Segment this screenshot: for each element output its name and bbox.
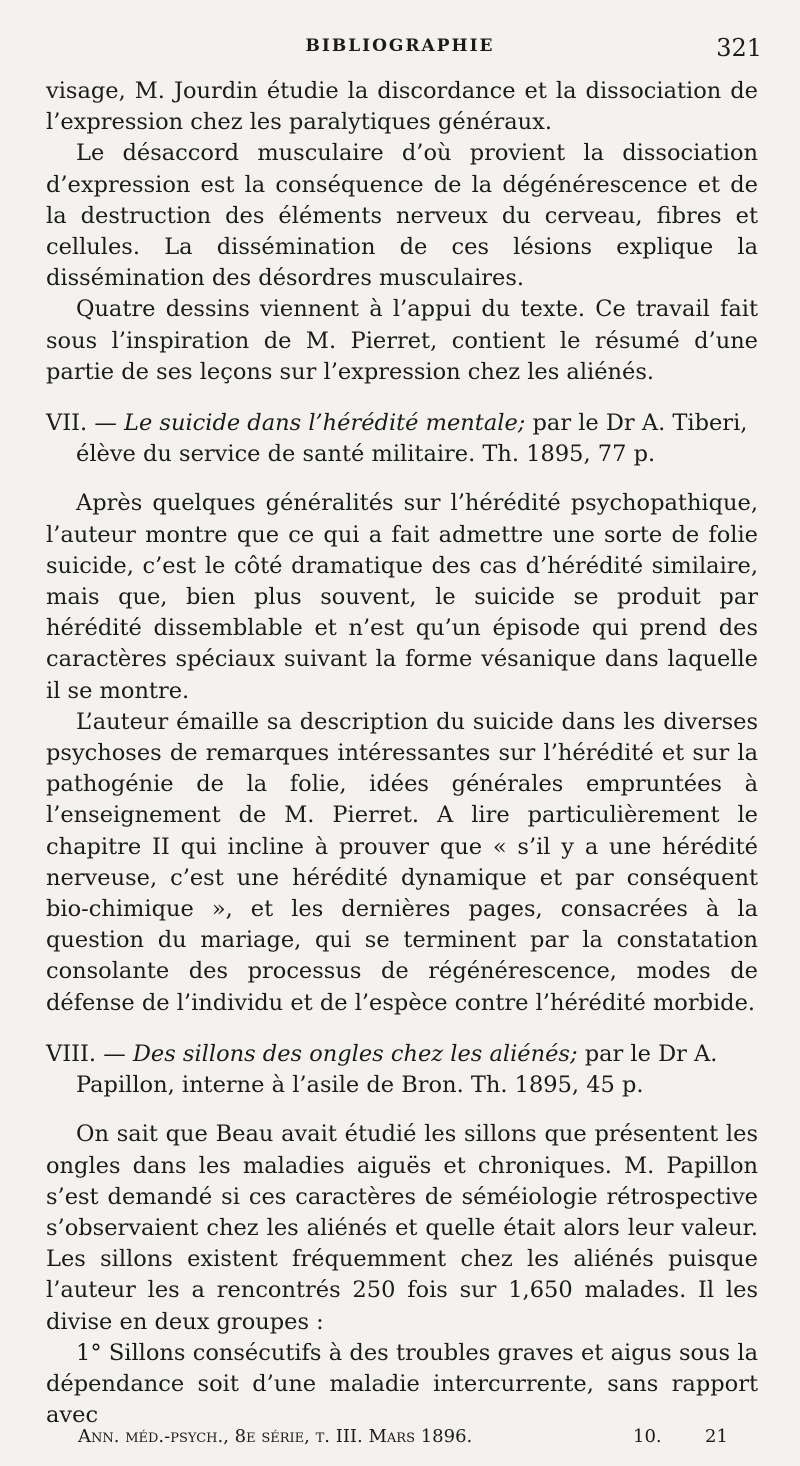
paragraph: 1° Sillons consécutifs à des troubles graves et aigus sous la dépendance soit d’une maladie intercurrente, sans rapport avec — [46, 1339, 758, 1429]
paragraph: Après quelques généralités sur l’hérédité psychopathique, l’auteur montre que ce qui a fait admettre une sorte de folie suicide, c’est le côté dramatique des cas d’hérédité similaire, mais que, bien plus souvent, le suicide se produit par hérédité dissemblable et n’est qu’un épisode qui prend des caractères spéciaux suivant la forme vésanique dans laquelle il se montre. — [46, 490, 758, 704]
entry-number: VII. — — [46, 410, 117, 437]
page-number: 321 — [716, 34, 762, 62]
entry-title: Des sillons des ongles chez les aliénés; — [132, 1040, 578, 1067]
journal-citation: Ann. méd.-psych., 8e série, t. III. Mars 1896. — [78, 1426, 473, 1447]
entry-author: par le Dr A. Tiberi, élève du service de santé militaire. Th. 1895, 77 p. — [76, 410, 748, 468]
bibliography-entry-viii — [46, 1039, 758, 1101]
running-title: BIBLIOGRAPHIE — [305, 36, 495, 56]
paragraph-continuation: visage, M. Jourdin étudie la discordance et la dissociation de l’expression chez les paralytiques généraux. — [46, 78, 758, 136]
body-text — [46, 76, 758, 1431]
paragraph: Quatre dessins viennent à l’appui du texte. Ce travail fait sous l’inspiration de M. Pierret, contient le résumé d’une partie de ses leçons sur l’expression chez les aliénés. — [46, 296, 758, 385]
entry-title: Le suicide dans l’hérédité mentale; — [124, 410, 526, 437]
paragraph: L’auteur émaille sa description du suicide dans les diverses psychoses de remarques intéressantes sur l’hérédité et sur la pathogénie de la folie, idées générales empruntées à l’enseignement de M. Pierret. A lire particulièrement le chapitre II qui incline à prouver que « s’il y a une hérédité nerveuse, c’est une hérédité dynamique et par conséquent bio-chimique », et les dernières pages, consacrées à la question du mariage, qui se terminent par la constatation consolante des processus de régénérescence, modes de défense de l’individu et de l’espèce contre l’hérédité morbide. — [46, 708, 758, 1016]
page-header — [0, 34, 800, 64]
paragraph: On sait que Beau avait étudié les sillons que présentent les ongles dans les maladies aiguës et chroniques. M. Papillon s’est demandé si ces caractères de séméiologie rétrospective s’observaient chez les aliénés et quelle était alors leur valeur. Les sillons existent fréquemment chez les aliénés puisque l’auteur les a rencontrés 250 fois sur 1,650 malades. Il les divise en deux groupes : — [46, 1121, 758, 1335]
signature-number: 21 — [705, 1426, 728, 1447]
sheet-number: 10. — [633, 1426, 662, 1447]
entry-number: VIII. — — [46, 1040, 126, 1067]
bibliography-entry-vii — [46, 408, 758, 470]
entry-author: par le Dr A. Papillon, interne à l’asile de Bron. Th. 1895, 45 p. — [76, 1040, 718, 1099]
paragraph: Le désaccord musculaire d’où provient la dissociation d’expression est la conséquence de la dégénérescence et de la destruction des éléments nerveux du cerveau, fibres et cellules. La dissémination de ces lésions explique la dissémination des désordres musculaires. — [46, 140, 758, 292]
